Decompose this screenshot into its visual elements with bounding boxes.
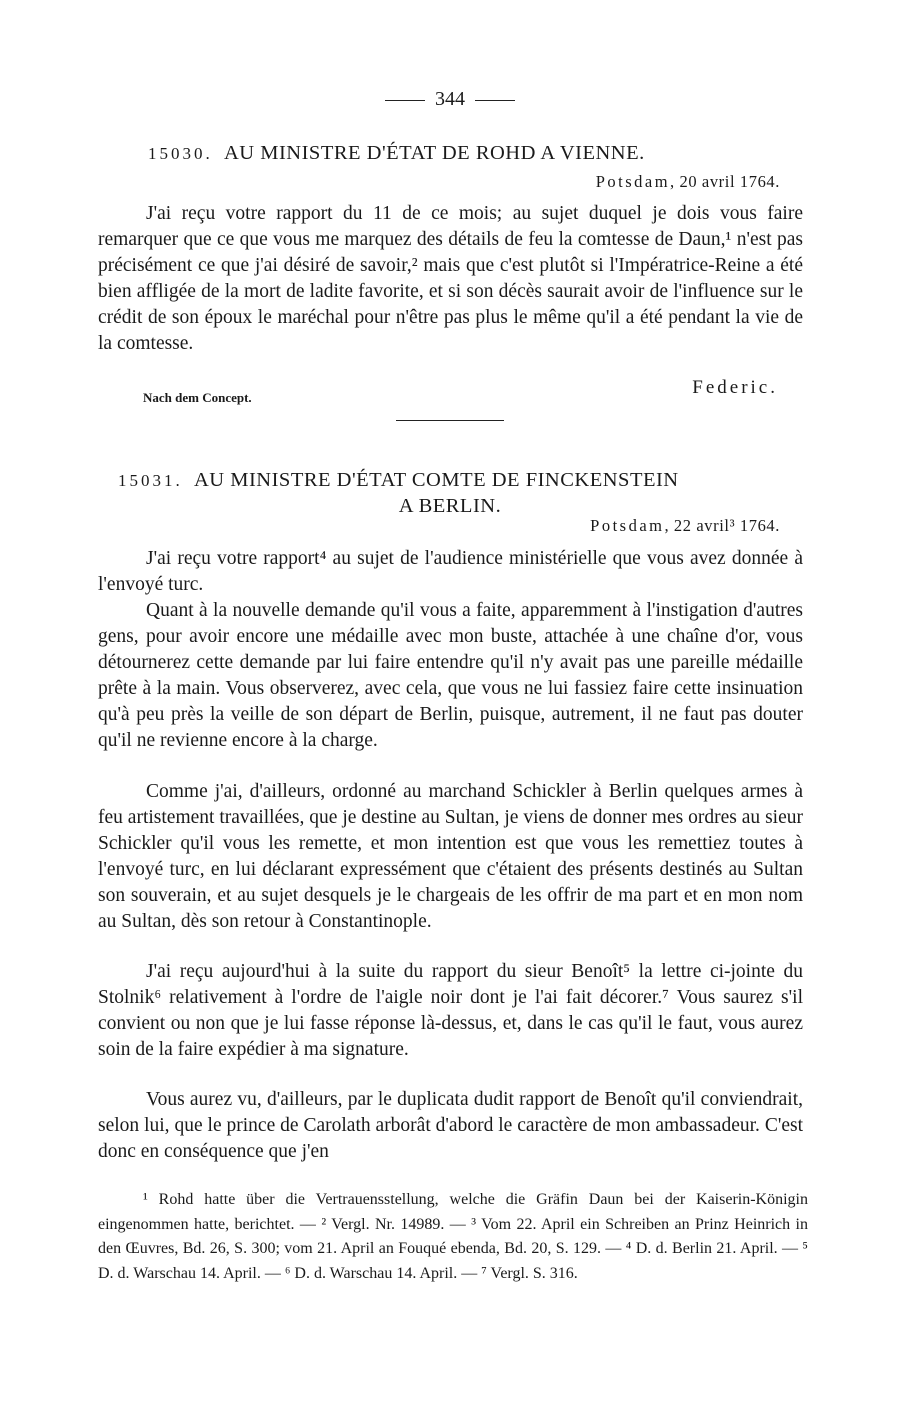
section-divider <box>396 420 504 421</box>
letter1-signature: Federic. <box>692 377 778 398</box>
letter2-paragraph: J'ai reçu aujourd'hui à la suite du rapport du sieur Benoît⁵ la lettre ci-jointe du Stolnik⁶ relativement à l'ordre de l'aigle noir dont je l'ai fait décorer.⁷ Vous saurez s'il convient ou non que je lui fasse réponse là-dessus, et, dans le cas qu'il le faut, vous aurez soin de la faire expédier à ma signature. <box>98 961 803 1060</box>
page-number-dash-right <box>475 100 515 101</box>
letter1-number: 15030. <box>148 144 213 163</box>
letter2-paragraph: Comme j'ai, d'ailleurs, ordonné au marchand Schickler à Berlin quelques armes à feu artistement travaillées, que je destine au Sultan, je viens de donner mes ordres au sieur Schickler qu'il vous les remette, et mon intention est que vous les remettiez toutes à l'envoyé turc, en lui déclarant expressément que c'étaient des présents destinés au Sultan son souverain, et au sujet desquels je le chargeais de les offrir de ma part et en mon nom au Sultan, dès son retour à Constantinople. <box>98 781 803 932</box>
letter1-source-note: Nach dem Concept. <box>143 390 252 405</box>
letter2-title-line2: A BERLIN. <box>398 495 502 517</box>
letter1-dateline <box>596 172 780 192</box>
letter2-date: , 22 avril³ 1764. <box>664 516 780 535</box>
letter2-paragraph: Vous aurez vu, d'ailleurs, par le duplicata dudit rapport de Benoît qu'il conviendrait, selon lui, que le prince de Carolath arborât d'abord le caractère de mon ambassadeur. C'est donc en conséquence que j'en <box>98 1089 803 1162</box>
letter2-number: 15031. <box>118 471 183 490</box>
page-number-dash-left <box>385 100 425 101</box>
letter1-paragraph: J'ai reçu votre rapport du 11 de ce mois; au sujet duquel je dois vous faire remarquer que ce que vous me marquez des détails de feu la comtesse de Daun,¹ n'est pas précisément ce que j'ai désiré de savoir,² mais que c'est plutôt si l'Impératrice-Reine a été bien affligée de la mort de ladite favorite, et si son décès saurait avoir de l'influence sur le crédit de son époux le maréchal pour n'être pas plus le même qu'il a été pendant la vie de la comtesse. <box>98 203 803 354</box>
letter2-title-line1: AU MINISTRE D'ÉTAT COMTE DE FINCKENSTEIN <box>194 469 679 491</box>
letter2-heading <box>118 466 798 495</box>
footnotes <box>98 1188 808 1286</box>
footnotes-text: ¹ Rohd hatte über die Vertrauensstellung, welche die Gräfin Daun bei der Kaiserin-Königin eingenommen hatte, berichtet. — ² Vergl. Nr. 14989. — ³ Vom 22. April ein Schreiben an Prinz Heinrich in den Œuvres, Bd. 26, S. 300; vom 21. April an Fouqué ebenda, Bd. 20, S. 129. — ⁴ D. d. Berlin 21. April. — ⁵ D. d. Warschau 14. April. — ⁶ D. d. Warschau 14. April. — ⁷ Vergl. S. 316. <box>98 1191 808 1282</box>
page-number: 344 <box>435 88 465 110</box>
letter1-title: AU MINISTRE D'ÉTAT DE ROHD A VIENNE. <box>224 142 645 164</box>
letter1-place: Potsdam <box>595 172 671 191</box>
letter2-dateline <box>590 516 780 536</box>
letter1-date: , 20 avril 1764. <box>670 172 780 191</box>
letter2-paragraph: J'ai reçu votre rapport⁴ au sujet de l'audience ministérielle que vous avez donnée à l'envoyé turc. <box>98 548 803 595</box>
letter2-paragraph: Quant à la nouvelle demande qu'il vous a faite, apparemment à l'instigation d'autres gens, pour avoir encore une médaille avec mon buste, attachée à une chaîne d'or, vous détournerez cette demande par lui faire entendre qu'il n'y avait pas une pareille médaille prête à la main. Vous observerez, avec cela, que vous ne lui fassiez faire cette insinuation qu'à peu près la veille de son départ de Berlin, puisque, autrement, il ne faut pas douter qu'il ne revienne encore à la charge. <box>98 600 803 751</box>
letter1-heading <box>148 139 853 168</box>
page-number-line <box>0 88 900 111</box>
letter2-place: Potsdam <box>590 516 665 535</box>
